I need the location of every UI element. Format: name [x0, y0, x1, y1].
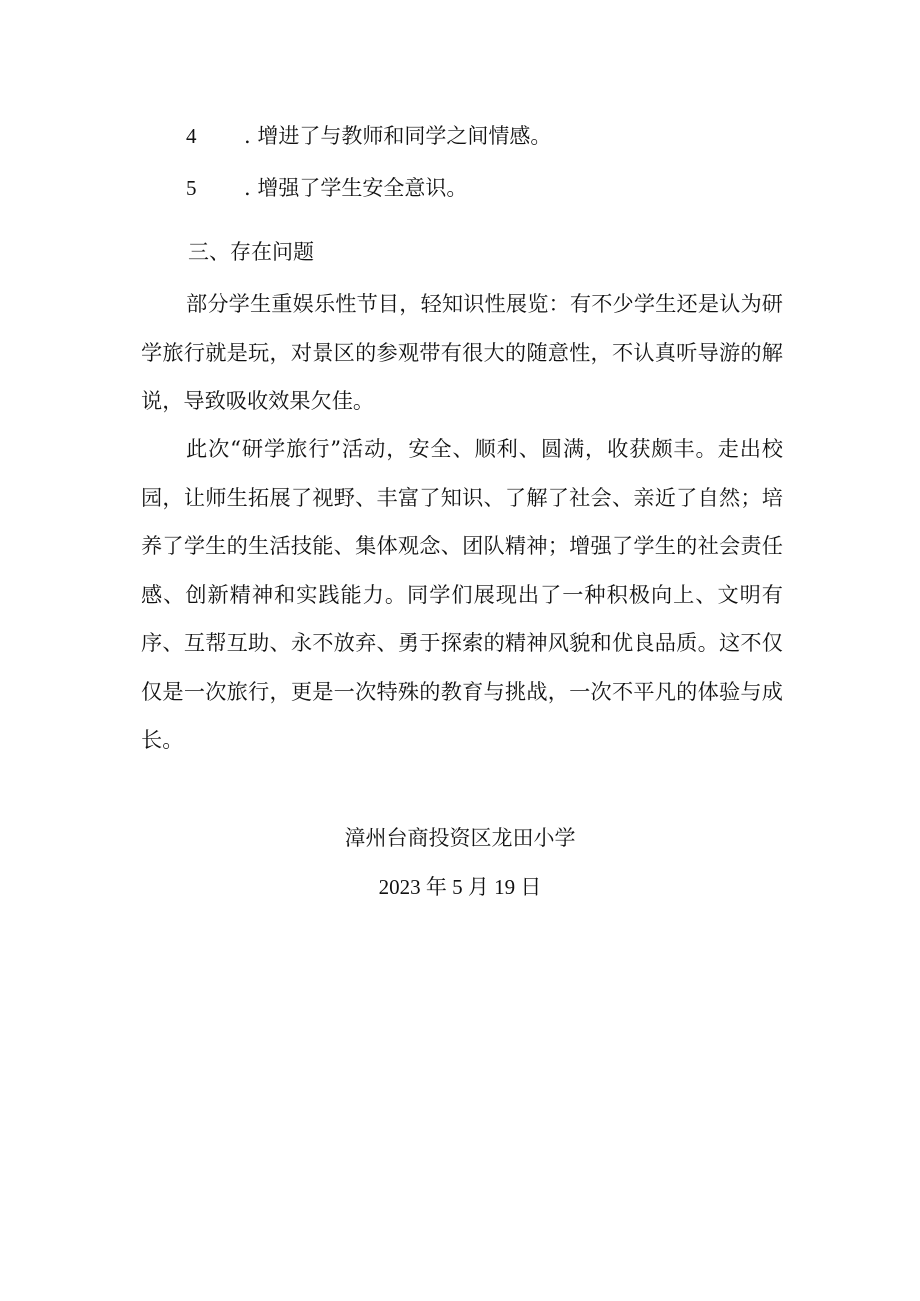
list-item-text: . 增强了学生安全意识。: [244, 176, 468, 200]
list-item-text: . 增进了与教师和同学之间情感。: [244, 124, 552, 148]
list-item-number: 4: [186, 124, 197, 148]
paragraph-problems: 部分学生重娱乐性节目，轻知识性展览：有不少学生还是认为研学旅行就是玩，对景区的参观带有很大的随意性，不认真听导游的解说，导致吸收效果欠佳。: [141, 291, 783, 413]
signature-date: 2023 年 5 月 19 日: [378, 875, 542, 899]
list-item: [186, 121, 551, 151]
list-item: [186, 173, 467, 203]
section-heading: 三、存在问题: [188, 240, 314, 264]
paragraph-summary: 此次“研学旅行”活动，安全、顺利、圆满，收获颇丰。走出校园，让师生拓展了视野、丰富了知识、了解了社会、亲近了自然；培养了学生的生活技能、集体观念、团队精神；增强了学生的社会责任感、创新精神和实践能力。同学们展现出了一种积极向上、文明有序、互帮互助、永不放弃、勇于探索的精神风貌和优良品质。这不仅仅是一次旅行，更是一次特殊的教育与挑战，一次不平凡的体验与成长。: [141, 436, 783, 752]
list-item-number: 5: [186, 176, 197, 200]
signature-organization: 漳州台商投资区龙田小学: [344, 826, 576, 850]
